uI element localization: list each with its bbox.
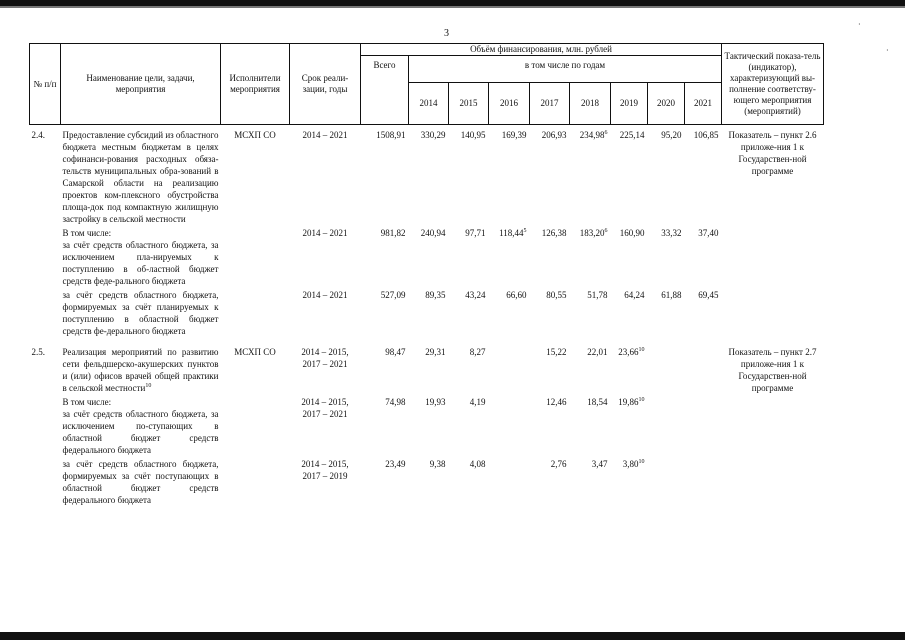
year-value-text: 19,93 bbox=[425, 397, 446, 407]
row-year-value bbox=[570, 125, 611, 227]
row-name-prefix: В том числе: bbox=[62, 228, 112, 238]
row-year-value bbox=[685, 125, 722, 227]
row-year-value bbox=[409, 395, 449, 457]
table-body bbox=[30, 125, 824, 508]
row-year-value bbox=[449, 395, 489, 457]
year-value-text: 106,85 bbox=[693, 130, 719, 140]
row-name-text: за счёт средств областного бюджета, формируемых за счёт поступающих в областной бюджет средств федерального бюджета bbox=[62, 459, 219, 505]
footnote-mark: 6 bbox=[604, 228, 608, 234]
row-year-value bbox=[449, 226, 489, 288]
row-year-value bbox=[611, 125, 648, 227]
header-year: 2015 bbox=[449, 83, 489, 125]
year-value-text: 169,39 bbox=[501, 130, 527, 140]
year-value-text: 15,22 bbox=[546, 347, 567, 357]
row-name-text: Реализация мероприятий по развитию сети фельдшерско-акушерских пунктов и (или) офисов врачей общей практики в сельской местности bbox=[62, 347, 219, 393]
row-num: 2.4. bbox=[31, 130, 45, 140]
year-value-text: 140,95 bbox=[460, 130, 486, 140]
row-total: 74,98 bbox=[385, 397, 406, 407]
scan-bottom-border bbox=[0, 632, 905, 640]
row-term: 2014 – 2015, 2017 – 2021 bbox=[301, 397, 349, 419]
row-year-value bbox=[648, 226, 685, 288]
header-year: 2016 bbox=[489, 83, 530, 125]
scan-speck: · bbox=[858, 20, 861, 29]
row-executor bbox=[221, 395, 290, 457]
year-value-text: 18,54 bbox=[587, 397, 608, 407]
row-year-value bbox=[449, 125, 489, 227]
row-year-value bbox=[530, 457, 570, 507]
year-value-text: 234,98 bbox=[579, 130, 605, 140]
row-indicator bbox=[722, 288, 824, 338]
row-indicator bbox=[722, 395, 824, 457]
row-year-value bbox=[685, 338, 722, 395]
row-year-value bbox=[570, 288, 611, 338]
year-value-text: 66,60 bbox=[506, 290, 527, 300]
header-executors: Исполнители мероприятия bbox=[221, 44, 290, 125]
year-value-text: 23,66 bbox=[618, 347, 639, 357]
footnote-mark: 5 bbox=[523, 228, 527, 234]
year-value-text: 12,46 bbox=[546, 397, 567, 407]
year-value-text: 89,35 bbox=[425, 290, 446, 300]
row-year-value bbox=[611, 338, 648, 395]
footnote-mark: 10 bbox=[638, 459, 645, 465]
row-year-value bbox=[489, 226, 530, 288]
row-year-value bbox=[409, 457, 449, 507]
year-value-text: 19,86 bbox=[618, 397, 639, 407]
row-year-value bbox=[409, 288, 449, 338]
row-year-value bbox=[449, 457, 489, 507]
row-name-text: за счёт средств областного бюджета, за исключением по-ступающих в областной бюджет средств федерального бюджета bbox=[62, 409, 219, 455]
year-value-text: 8,27 bbox=[469, 347, 486, 357]
header-total: Всего bbox=[361, 56, 409, 125]
row-year-value bbox=[409, 226, 449, 288]
row-year-value bbox=[648, 125, 685, 227]
row-executor bbox=[221, 226, 290, 288]
row-indicator: Показатель – пункт 2.6 приложе-ния 1 к Государствен-ной программе bbox=[728, 130, 817, 176]
row-year-value bbox=[570, 226, 611, 288]
row-year-value bbox=[530, 395, 570, 457]
row-name bbox=[61, 125, 221, 227]
footnote-mark: 6 bbox=[604, 130, 608, 136]
year-value-text: 225,14 bbox=[619, 130, 645, 140]
row-name-text: Предоставление субсидий из областного бюджета местным бюджетам в целях софинанси-рования расходных обяза-тельств муниципальных обра-зований в Самарской области на реализацию проектов ком-плексного обустройства площа-док под компактную жилищную застройку в сельской местности bbox=[62, 130, 219, 224]
row-num bbox=[30, 226, 61, 288]
footnote-mark: 10 bbox=[638, 347, 645, 353]
row-year-value bbox=[489, 457, 530, 507]
year-value-text: 51,78 bbox=[587, 290, 608, 300]
row-executor: МСХП СО bbox=[234, 130, 276, 140]
header-indicator: Тактический показа-тель (индикатор), характеризующий вы-полнение соответству-ющего мероприятия (мероприятий) bbox=[722, 44, 824, 125]
row-name-text: за счёт средств областного бюджета, за исключением пла-нируемых к поступлению в об-ластной бюджет средств феде-рального бюджета bbox=[62, 240, 219, 286]
row-name bbox=[61, 288, 221, 338]
year-value-text: 330,29 bbox=[420, 130, 446, 140]
year-value-text: 3,47 bbox=[591, 459, 608, 469]
row-year-value bbox=[611, 457, 648, 507]
row-indicator bbox=[722, 457, 824, 507]
table-row bbox=[30, 288, 824, 338]
year-value-text: 4,08 bbox=[469, 459, 486, 469]
row-num: 2.5. bbox=[31, 347, 45, 357]
row-name bbox=[61, 226, 221, 288]
year-value-text: 95,20 bbox=[661, 130, 682, 140]
year-value-text: 22,01 bbox=[587, 347, 608, 357]
table-row bbox=[30, 457, 824, 507]
row-year-value bbox=[530, 125, 570, 227]
row-executor: МСХП СО bbox=[234, 347, 276, 357]
row-year-value bbox=[530, 226, 570, 288]
row-total: 1508,91 bbox=[376, 130, 406, 140]
year-value-text: 43,24 bbox=[465, 290, 486, 300]
row-year-value bbox=[489, 338, 530, 395]
row-name-prefix: В том числе: bbox=[62, 397, 112, 407]
row-year-value bbox=[611, 226, 648, 288]
row-name bbox=[61, 338, 221, 395]
row-executor bbox=[221, 457, 290, 507]
row-indicator: Показатель – пункт 2.7 приложе-ния 1 к Государствен-ной программе bbox=[728, 347, 817, 393]
page-number: 3 bbox=[444, 28, 449, 39]
row-year-value bbox=[409, 125, 449, 227]
row-executor bbox=[221, 288, 290, 338]
year-value-text: 2,76 bbox=[550, 459, 567, 469]
row-year-value bbox=[449, 288, 489, 338]
row-year-value bbox=[611, 288, 648, 338]
row-name bbox=[61, 395, 221, 457]
year-value-text: 4,19 bbox=[469, 397, 486, 407]
row-year-value bbox=[685, 288, 722, 338]
year-value-text: 9,38 bbox=[429, 459, 446, 469]
row-year-value bbox=[489, 395, 530, 457]
row-year-value bbox=[489, 288, 530, 338]
footnote-mark: 10 bbox=[145, 383, 152, 389]
row-num bbox=[30, 395, 61, 457]
year-value-text: 118,44 bbox=[499, 228, 524, 238]
row-year-value bbox=[648, 395, 685, 457]
row-year-value bbox=[530, 288, 570, 338]
year-value-text: 33,32 bbox=[661, 228, 682, 238]
row-name-text: за счёт средств областного бюджета, формируемых за счёт планируемых к поступлению в областной бюджет средств фе-дерального бюджета bbox=[62, 290, 219, 336]
header-year: 2020 bbox=[648, 83, 685, 125]
row-year-value bbox=[409, 338, 449, 395]
row-term: 2014 – 2015, 2017 – 2019 bbox=[301, 459, 349, 481]
footnote-mark: 10 bbox=[638, 397, 645, 403]
row-year-value bbox=[489, 125, 530, 227]
header-year: 2019 bbox=[611, 83, 648, 125]
year-value-text: 240,94 bbox=[420, 228, 446, 238]
year-value-text: 29,31 bbox=[425, 347, 446, 357]
row-name bbox=[61, 457, 221, 507]
year-value-text: 3,80 bbox=[622, 459, 639, 469]
table-row bbox=[30, 338, 824, 395]
year-value-text: 69,45 bbox=[698, 290, 719, 300]
header-year: 2014 bbox=[409, 83, 449, 125]
header-by-years: в том числе по годам bbox=[409, 56, 722, 83]
year-value-text: 37,40 bbox=[698, 228, 719, 238]
row-indicator bbox=[722, 226, 824, 288]
header-year: 2021 bbox=[685, 83, 722, 125]
scan-speck: · bbox=[886, 46, 889, 55]
year-value-text: 160,90 bbox=[619, 228, 645, 238]
row-term: 2014 – 2015, 2017 – 2021 bbox=[301, 347, 349, 369]
table-row bbox=[30, 395, 824, 457]
row-year-value bbox=[648, 338, 685, 395]
year-value-text: 206,93 bbox=[541, 130, 567, 140]
row-term: 2014 – 2021 bbox=[302, 130, 348, 140]
row-total: 981,82 bbox=[380, 228, 406, 238]
header-year: 2018 bbox=[570, 83, 611, 125]
row-year-value bbox=[570, 338, 611, 395]
year-value-text: 61,88 bbox=[661, 290, 682, 300]
row-year-value bbox=[648, 288, 685, 338]
row-total: 527,09 bbox=[380, 290, 406, 300]
row-year-value bbox=[570, 395, 611, 457]
row-year-value bbox=[685, 395, 722, 457]
row-year-value bbox=[570, 457, 611, 507]
header-name: Наименование цели, задачи, мероприятия bbox=[61, 44, 221, 125]
row-term: 2014 – 2021 bbox=[302, 228, 348, 238]
row-num bbox=[30, 457, 61, 507]
scan-top-border-shadow bbox=[0, 6, 905, 8]
row-year-value bbox=[648, 457, 685, 507]
table-row bbox=[30, 125, 824, 227]
funding-table bbox=[29, 43, 824, 507]
row-total: 23,49 bbox=[385, 459, 406, 469]
header-funding: Объём финансирования, млн. рублей bbox=[361, 44, 722, 56]
year-value-text: 183,20 bbox=[579, 228, 605, 238]
year-value-text: 80,55 bbox=[546, 290, 567, 300]
header-year: 2017 bbox=[530, 83, 570, 125]
row-num bbox=[30, 288, 61, 338]
header-term: Срок реали-зации, годы bbox=[290, 44, 361, 125]
row-year-value bbox=[449, 338, 489, 395]
header-num: № п/п bbox=[30, 44, 61, 125]
row-term: 2014 – 2021 bbox=[302, 290, 348, 300]
year-value-text: 126,38 bbox=[541, 228, 567, 238]
table-header bbox=[30, 44, 824, 125]
row-year-value bbox=[685, 226, 722, 288]
row-total: 98,47 bbox=[385, 347, 406, 357]
row-year-value bbox=[685, 457, 722, 507]
row-year-value bbox=[530, 338, 570, 395]
year-value-text: 64,24 bbox=[624, 290, 645, 300]
table-row bbox=[30, 226, 824, 288]
row-year-value bbox=[611, 395, 648, 457]
year-value-text: 97,71 bbox=[465, 228, 486, 238]
